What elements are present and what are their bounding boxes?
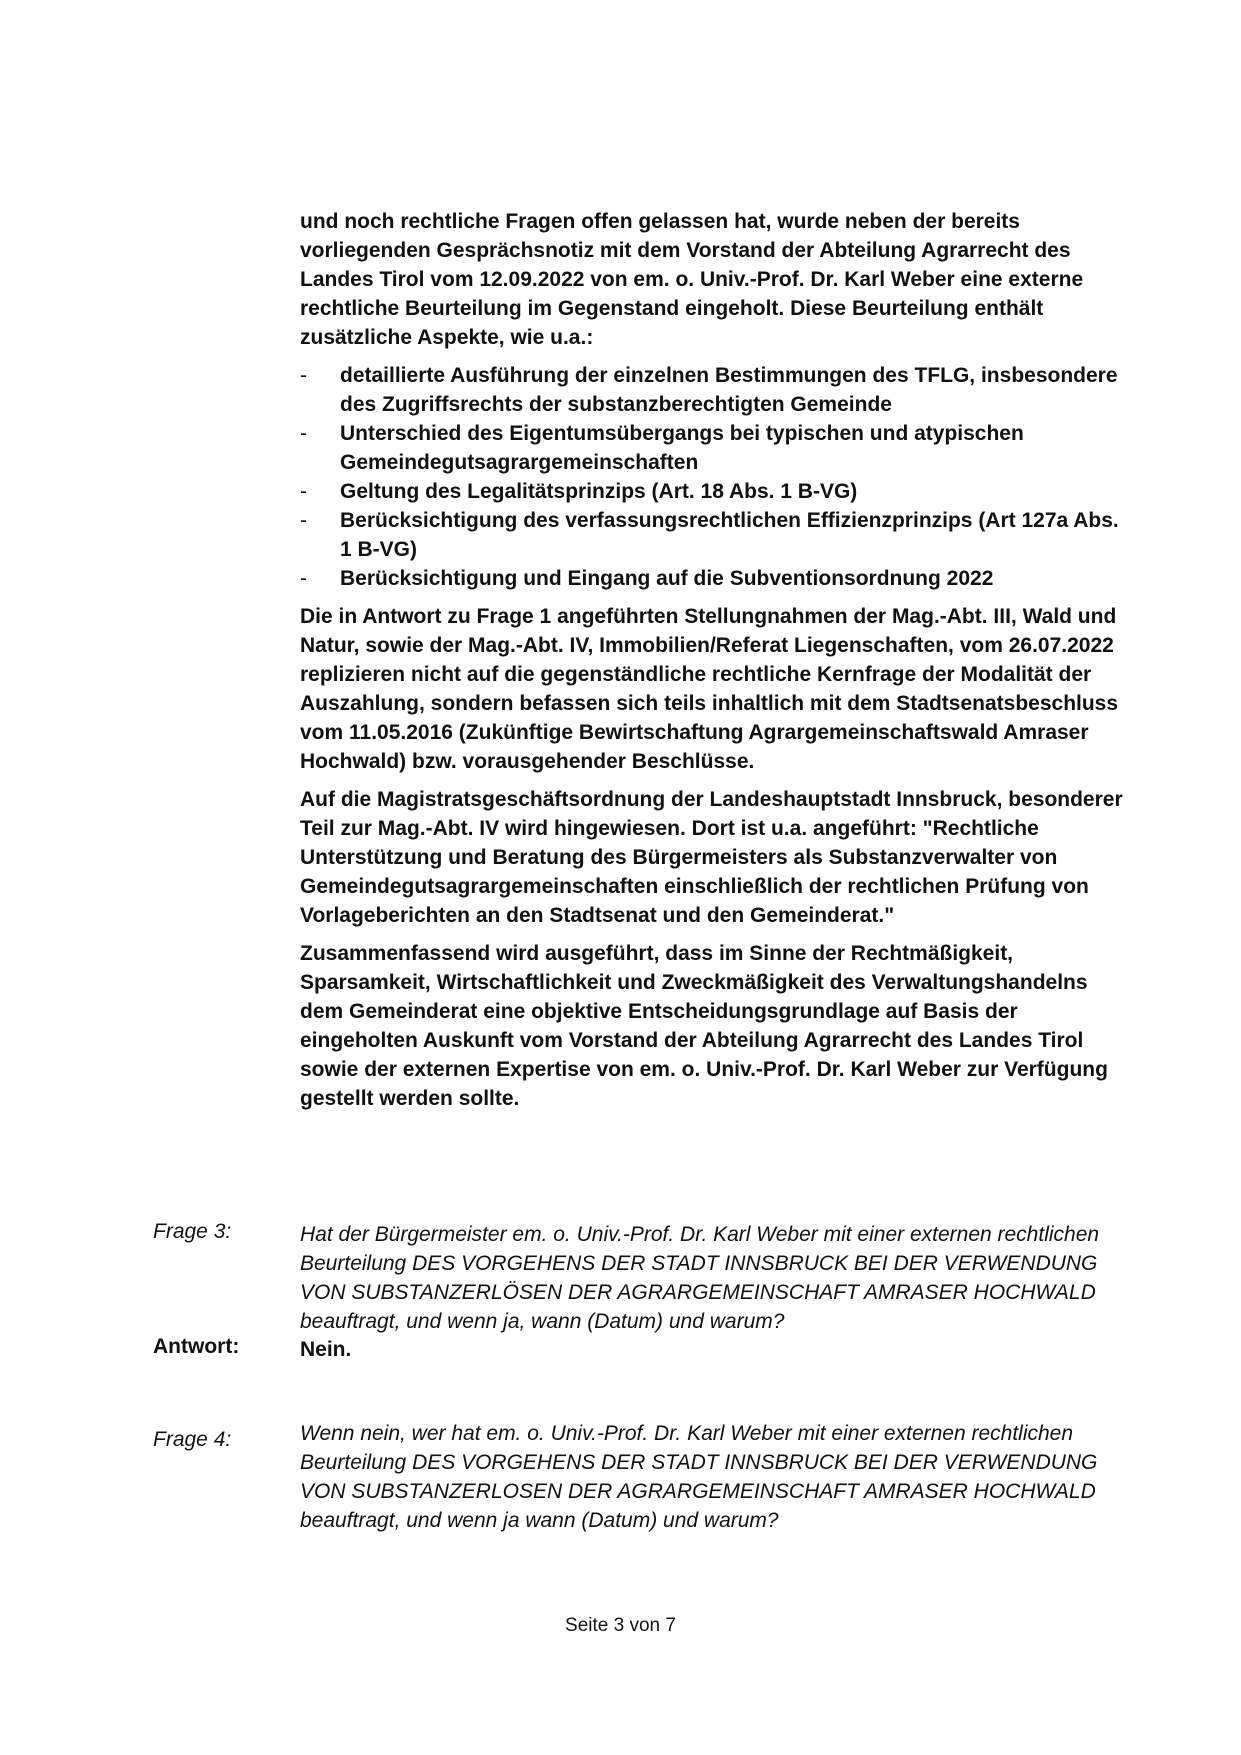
- list-item: - Geltung des Legalitätsprinzips (Art. 18 Abs. 1 B-VG): [300, 477, 1130, 506]
- intro-paragraph: und noch rechtliche Fragen offen gelassen hat, wurde neben der bereits vorliegenden Gesprächsnotiz mit dem Vorstand der Abteilung Agrarrecht des Landes Tirol vom 12.09.2022 von em. o. Univ.-Prof. Dr. Karl Weber eine externe rechtliche Beurteilung im Gegenstand eingeholt. Diese Beurteilung enthält zusätzliche Aspekte, wie u.a.:: [300, 210, 1084, 349]
- aspects-list: [300, 361, 1130, 593]
- paragraph-zusammenfassung: Zusammenfassend wird ausgeführt, dass im Sinne der Rechtmäßigkeit, Sparsamkeit, Wirtschaftlichkeit und Zweckmäßigkeit des Verwaltungshandelns dem Gemeinderat eine objektive Entscheidungsgrundlage auf Basis der eingeholten Auskunft vom Vorstand der Abteilung Agrarrecht des Landes Tirol sowie der externen Expertise von em. o. Univ.-Prof. Dr. Karl Weber zur Verfügung gestellt werden sollte.: [300, 942, 1108, 1110]
- bullet-marker: -: [300, 480, 307, 503]
- list-item: - Berücksichtigung und Eingang auf die Subventionsordnung 2022: [300, 564, 1130, 593]
- list-item: - Berücksichtigung des verfassungsrechtlichen Effizienzprinzips (Art 127a Abs. 1 B-VG): [300, 506, 1130, 564]
- question-3-text: Hat der Bürgermeister em. o. Univ.-Prof. Dr. Karl Weber mit einer externen rechtlichen Beurteilung DES VORGEHENS DER STADT INNSBRUCK BEI DER VERWENDUNG VON SUBSTANZERLÖSEN DER AGRARGEMEINSCHAFT AMRASER HOCHWALD beauftragt, und wenn ja, wann (Datum) und warum?: [300, 1223, 1100, 1333]
- page-footer: Seite 3 von 7: [565, 1615, 676, 1636]
- bullet-marker: -: [300, 364, 307, 387]
- list-item: - detaillierte Ausführung der einzelnen Bestimmungen des TFLG, insbesondere des Zugriffsrechts der substanzberechtigten Gemeinde: [300, 361, 1130, 419]
- question-4-label: Frage 4:: [153, 1428, 232, 1451]
- answer-3-label: Antwort:: [153, 1335, 240, 1358]
- question-3-label: Frage 3:: [153, 1220, 232, 1243]
- list-item: - Unterschied des Eigentumsübergangs bei typischen und atypischen Gemeindegutsagrargemeinschaften: [300, 419, 1130, 477]
- bullet-marker: -: [300, 422, 307, 445]
- paragraph-geschaeftsordnung: Auf die Magistratsgeschäftsordnung der Landeshauptstadt Innsbruck, besonderer Teil zur Mag.-Abt. IV wird hingewiesen. Dort ist u.a. angeführt: "Rechtliche Unterstützung und Beratung des Bürgermeisters als Substanzverwalter von Gemeindegutsagrargemeinschaften einschließlich der rechtlichen Prüfung von Vorlageberichten an den Stadtsenat und den Gemeinderat.": [300, 788, 1123, 927]
- answer-body-block: [300, 207, 1130, 1113]
- bullet-marker: -: [300, 509, 307, 532]
- answer-3-text: Nein.: [300, 1338, 352, 1361]
- paragraph-stellungnahmen: Die in Antwort zu Frage 1 angeführten Stellungnahmen der Mag.-Abt. III, Wald und Natur, sowie der Mag.-Abt. IV, Immobilien/Referat Liegenschaften, vom 26.07.2022 replizieren nicht auf die gegenständliche rechtliche Kernfrage der Modalität der Auszahlung, sondern befassen sich teils inhaltlich mit dem Stadtsenatsbeschluss vom 11.05.2016 (Zukünftige Bewirtschaftung Agrargemeinschaftswald Amraser Hochwald) bzw. vorausgehender Beschlüsse.: [300, 605, 1119, 773]
- bullet-marker: -: [300, 567, 307, 590]
- question-4-text: Wenn nein, wer hat em. o. Univ.-Prof. Dr. Karl Weber mit einer externen rechtlichen Beurteilung DES VORGEHENS DER STADT INNSBRUCK BEI DER VERWENDUNG VON SUBSTANZERLOSEN DER AGRARGEMEINSCHAFT AMRASER HOCHWALD beauftragt, und wenn ja wann (Datum) und warum?: [300, 1422, 1098, 1532]
